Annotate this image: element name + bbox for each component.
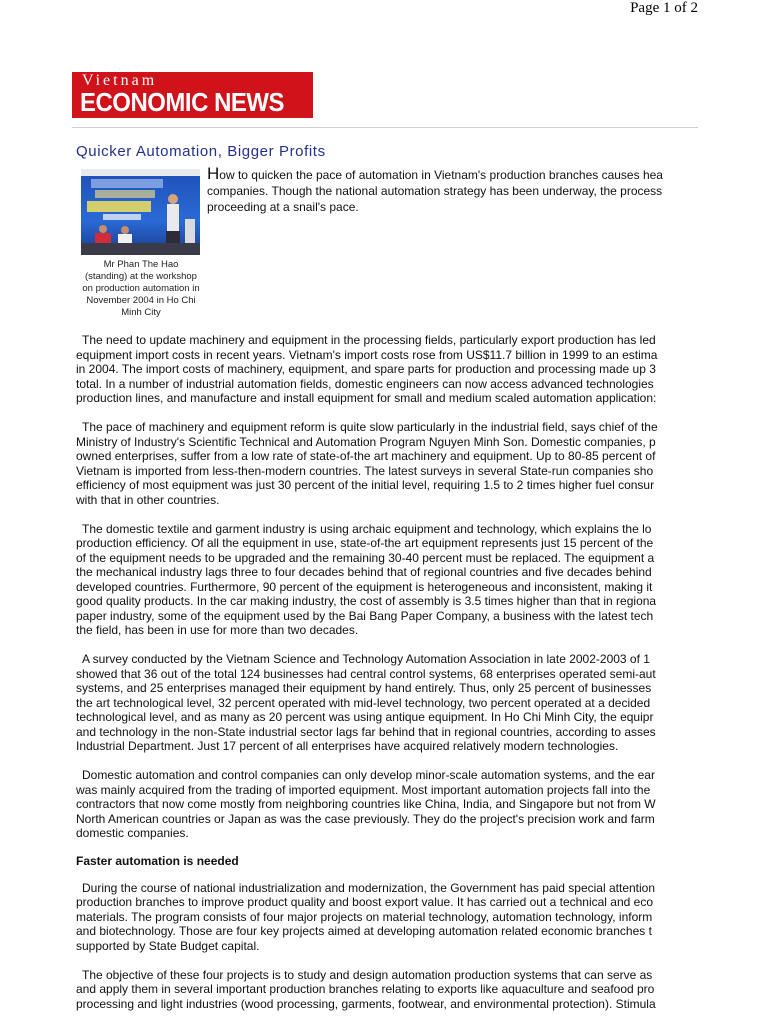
workshop-photo bbox=[81, 169, 200, 255]
article-paragraph bbox=[76, 652, 698, 754]
caption-line: November 2004 in Ho Chi bbox=[86, 295, 196, 306]
paragraph-line: and biotechnology. Those are four key projects aimed at developing automation related economic branches t bbox=[76, 924, 652, 938]
article-body bbox=[76, 333, 698, 1024]
caption-line: (standing) at the workshop bbox=[85, 271, 197, 282]
paragraph-line: North American countries or Japan as was the case previously. They do the project's precision work and farm bbox=[76, 811, 655, 826]
paragraph-line: Ministry of Industry's Scientific Technical and Automation Program Nguyen Minh Son. Domestic companies, p bbox=[76, 434, 656, 449]
paragraph-line: processing and light industries (wood processing, garments, footwear, and environmental protection). Stimula bbox=[76, 996, 656, 1011]
paragraph-line: of the equipment needs to be upgraded and the remaining 30-40 percent must be replaced. The equipment a bbox=[76, 550, 655, 565]
paragraph-line: the art technological level, 32 percent operated with mid-level technology, two percent operated at a decided bbox=[76, 695, 651, 710]
page-number: Page 1 of 2 bbox=[630, 0, 698, 16]
drop-cap: H bbox=[207, 167, 220, 183]
lead-paragraph bbox=[207, 167, 698, 215]
workshop-photo-image bbox=[81, 169, 200, 255]
paragraph-line: The pace of machinery and equipment reform is quite slow particularly in the industrial field, says chief of the bbox=[82, 420, 658, 434]
lead-line: proceeding at a snail's pace. bbox=[207, 200, 359, 214]
lead-line: companies. Though the national automation strategy has been underway, the process bbox=[207, 184, 663, 198]
paragraph-line: good quality products. In the car making industry, the cost of assembly is 3.5 times higher than that in regiona bbox=[76, 594, 657, 608]
paragraph-line: and technology in the non-State industrial sector lags far behind that in regional countries, according to asses bbox=[76, 724, 656, 739]
caption-line: Minh City bbox=[121, 307, 161, 318]
paragraph-line: The domestic textile and garment industry is using archaic equipment and technology, which explains the lo bbox=[82, 521, 652, 536]
article-paragraph bbox=[76, 420, 698, 507]
paragraph-line: supported by State Budget capital. bbox=[76, 938, 260, 953]
article-headline: Quicker Automation, Bigger Profits bbox=[76, 143, 326, 160]
vietnam-economic-news-logo bbox=[72, 72, 313, 118]
paragraph-line: total. In a number of industrial automation fields, domestic engineers can now access advanced technologies bbox=[76, 376, 654, 391]
lead-line: ow to quicken the pace of automation in Vietnam's production branches causes hea bbox=[219, 168, 663, 182]
paragraph-line: the mechanical industry lags three to four decades behind that of regional countries and five decades behind bbox=[76, 565, 652, 579]
paragraph-line: During the course of national industrialization and modernization, the Government has paid special attention bbox=[82, 880, 656, 895]
logo-top-text: Vietnam bbox=[82, 72, 158, 89]
paragraph-line: efficiency of most equipment was just 30 percent of the initial level, requiring 1.5 to 2 times higher fuel consur bbox=[76, 478, 655, 492]
paragraph-line: technological level, and as many as 20 percent was using antique equipment. In Ho Chi Minh City, the equipr bbox=[76, 710, 654, 724]
paragraph-line: paper industry, some of the equipment used by the Bai Bang Paper Company, a business with the latest tech bbox=[76, 608, 654, 623]
paragraph-line: The need to update machinery and equipment in the processing fields, particularly export production has led bbox=[82, 333, 656, 347]
paragraph-line: production lines, and manufacture and install equipment for small and medium scaled automation application: bbox=[76, 391, 657, 405]
paragraph-line: systems, and 25 enterprises managed their equipment by hand entirely. Thus, only 25 percent of businesses bbox=[76, 681, 652, 695]
paragraph-line: production efficiency. Of all the equipment in use, state-of-the art equipment represents just 15 percent of the bbox=[76, 536, 654, 550]
paragraph-line: and apply them in several important production branches relating to exports like aquaculture and seafood pro bbox=[76, 982, 655, 996]
header-divider bbox=[72, 127, 698, 128]
article-paragraph bbox=[76, 333, 698, 406]
caption-line: on production automation in bbox=[82, 283, 200, 294]
paragraph-line: materials. The program consists of four major projects on material technology, automation technology, inform bbox=[76, 909, 653, 924]
logo-bottom-text: ECONOMIC NEWS bbox=[80, 87, 284, 117]
article-paragraph bbox=[76, 768, 698, 841]
paragraph-line: developed countries. Furthermore, 90 percent of the equipment is heterogeneous and inconsistent, making it bbox=[76, 579, 653, 594]
paragraph-line: Industrial Department. Just 17 percent of all enterprises have acquired relatively modern technologies. bbox=[76, 739, 619, 753]
caption-line: Mr Phan The Hao bbox=[103, 259, 179, 270]
photo-caption bbox=[76, 259, 206, 319]
paragraph-line: The objective of these four projects is to study and design automation production systems that can serve as bbox=[82, 967, 653, 982]
paragraph-line: production branches to improve product quality and boost export value. It has carried out a technical and eco bbox=[76, 895, 654, 909]
article-paragraph bbox=[76, 968, 698, 1012]
paragraph-line: the field, has been in use for more than two decades. bbox=[76, 623, 359, 637]
paragraph-line: A survey conducted by the Vietnam Science and Technology Automation Association in late 2002-2003 of 1 bbox=[82, 652, 650, 666]
paragraph-line: equipment import costs in recent years. Vietnam's import costs rose from US$11.7 billion in 1999 to an estima bbox=[76, 347, 658, 362]
paragraph-line: in 2004. The import costs of machinery, equipment, and spare parts for production and processing made up 3 bbox=[76, 362, 656, 376]
paragraph-line: owned enterprises, suffer from a low rate of state-of-the art machinery and equipment. Up to 80-85 percent of bbox=[76, 449, 656, 463]
paragraph-line: Domestic automation and control companies can only develop minor-scale automation systems, and the ear bbox=[82, 768, 655, 782]
paragraph-line: was mainly acquired from the trading of imported equipment. Most important automation projects fall into the bbox=[76, 782, 651, 797]
paragraph-line: domestic companies. bbox=[76, 826, 189, 840]
paragraph-line: contractors that now come mostly from neighboring countries like China, India, and Singapore but not from W bbox=[76, 797, 656, 811]
section-subheading: Faster automation is needed bbox=[76, 854, 239, 868]
article-paragraph bbox=[76, 881, 698, 954]
paragraph-line: Vietnam is imported from less-then-modern countries. The latest surveys in several State-run companies sho bbox=[76, 463, 654, 478]
paragraph-line: with that in other countries. bbox=[76, 492, 220, 507]
article-paragraph bbox=[76, 522, 698, 638]
paragraph-line: showed that 36 out of the total 124 businesses had central control systems, 68 enterprises operated semi-aut bbox=[76, 666, 656, 681]
